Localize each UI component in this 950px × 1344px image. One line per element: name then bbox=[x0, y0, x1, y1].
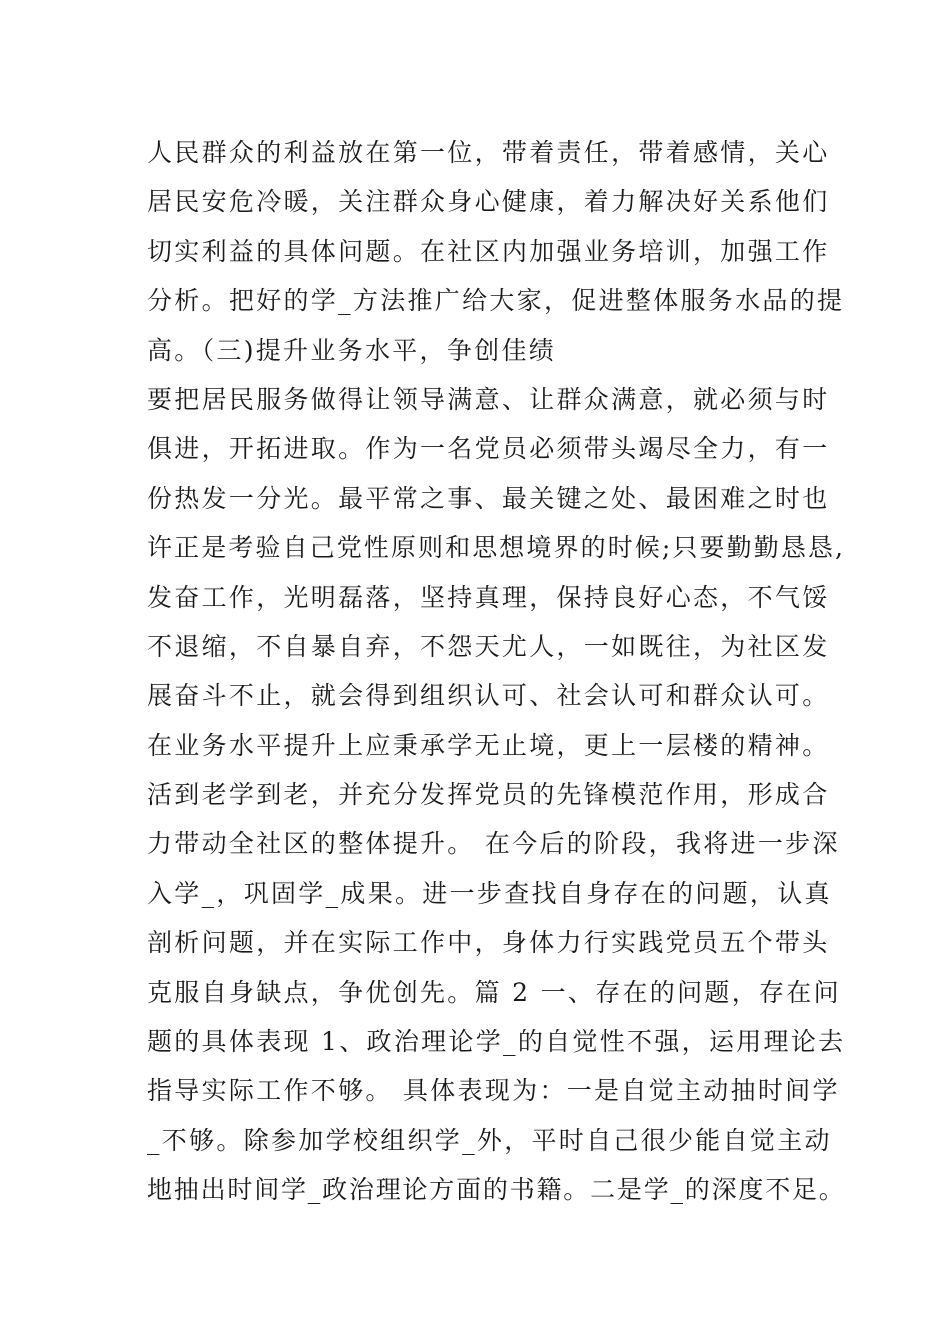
section-heading-line: 高。（三)提升业务水平，争创佳绩 bbox=[147, 335, 557, 365]
text-line: 题的具体表现 1、政治理论学_的自觉性不强，运用理论去 bbox=[147, 1027, 846, 1057]
text-line: 力带动全社区的整体提升。 在今后的阶段，我将进一步深 bbox=[147, 829, 840, 859]
text-line: 在业务水平提升上应秉承学无止境，更上一层楼的精神。 bbox=[147, 730, 830, 760]
text-line: 不退缩，不自暴自弃，不怨天尤人，一如既往，为社区发 bbox=[147, 631, 830, 661]
text-line: 份热发一分光。最平常之事、最关键之处、最困难之时也 bbox=[147, 483, 830, 513]
text-line: 指导实际工作不够。 具体表现为：一是自觉主动抽时间学 bbox=[147, 1076, 840, 1106]
text-line: 克服自身缺点，争优创先。篇 2 一、存在的问题，存在问 bbox=[147, 977, 841, 1007]
text-line: 切实利益的具体问题。在社区内加强业务培训，加强工作 bbox=[147, 236, 830, 266]
text-line: 人民群众的利益放在第一位，带着责任，带着感情，关心 bbox=[147, 138, 830, 167]
text-line: 发奋工作，光明磊落，坚持真理，保持良好心态，不气馁 bbox=[147, 582, 830, 612]
text-line: 展奋斗不止，就会得到组织认可、社会认可和群众认可。 bbox=[147, 681, 830, 711]
text-line: 剖析问题，并在实际工作中，身体力行实践党员五个带头 bbox=[147, 928, 830, 958]
text-line: 许正是考验自己党性原则和思想境界的时候;只要勤勤恳恳, bbox=[147, 533, 846, 563]
text-line: 分析。把好的学_方法推广给大家，促进整体服务水品的提 bbox=[147, 286, 845, 316]
text-line: 入学_，巩固学_成果。进一步查找自身存在的问题，认真 bbox=[147, 878, 832, 908]
text-line: 活到老学到老，并充分发挥党员的先锋模范作用，形成合 bbox=[147, 780, 830, 810]
text-line: 俱进，开拓进取。作为一名党员必须带头竭尽全力，有一 bbox=[147, 434, 830, 464]
text-line: 居民安危冷暖，关注群众身心健康，着力解决好关系他们 bbox=[147, 187, 830, 217]
text-line: _不够。除参加学校组织学_外，平时自己很少能自觉主动 bbox=[147, 1125, 832, 1155]
text-line: 地抽出时间学_政治理论方面的书籍。二是学_的深度不足。 bbox=[147, 1175, 846, 1205]
document-body bbox=[147, 128, 847, 1215]
text-line: 要把居民服务做得让领导满意、让群众满意，就必须与时 bbox=[147, 384, 830, 414]
